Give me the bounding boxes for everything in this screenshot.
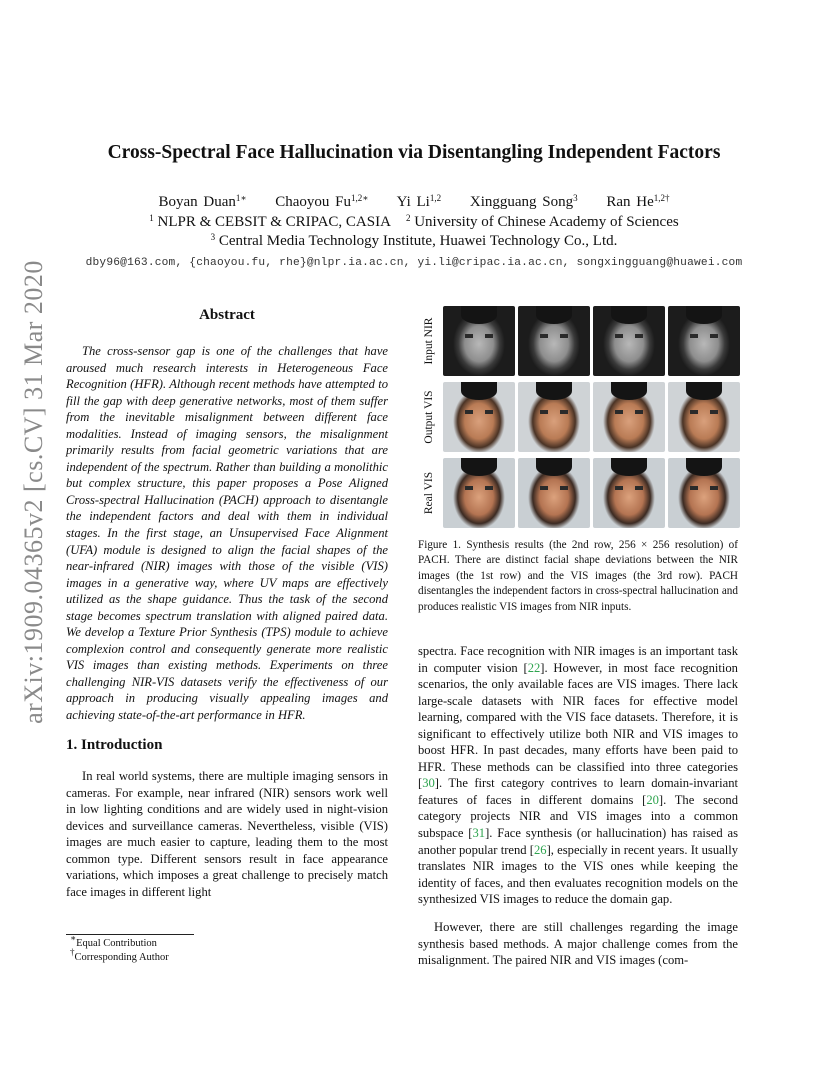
author-sup: 1,2: [429, 193, 442, 203]
abstract-heading: Abstract: [199, 307, 255, 323]
introduction-paragraph-challenges: However, there are still challenges regarding the image synthesis based methods. A major challenge comes from the misalignment. The paired NIR and VIS images (com-: [418, 920, 738, 968]
face-image-output-vis-3: [593, 382, 665, 452]
author-sup: 1∗: [235, 193, 247, 203]
introduction-paragraph-continued: [418, 643, 738, 908]
affiliation-1: NLPR & CEBSIT & CRIPAC, CASIA: [157, 214, 391, 230]
face-image-real-vis-4: [668, 458, 740, 528]
footnote-text: Corresponding Author: [74, 952, 169, 963]
citation-link[interactable]: 30: [422, 776, 435, 791]
figure-1-caption: Figure 1. Synthesis results (the 2nd row, 256 × 256 resolution) of PACH. There are distinct facial shape deviations between the NIR images (the 1st row) and the VIS images (the 3rd row). PACH disentangles the independent factors in cross-spectral hallucination and produces realistic VIS images from NIR inputs.: [418, 539, 738, 613]
face-image-input-nir-3: [593, 306, 665, 376]
citation-link[interactable]: 20: [646, 792, 659, 807]
footnote-divider: [66, 934, 194, 935]
author-name: Boyan Duan: [158, 194, 236, 210]
face-image-real-vis-2: [518, 458, 590, 528]
author-emails: dby96@163.com, {chaoyou.fu, rhe}@nlpr.ia.ac.cn, yi.li@cripac.ia.ac.cn, songxingguang@huawei.com: [85, 257, 743, 269]
author-sup: 3: [573, 193, 578, 203]
paragraph-text: spectra. Face recognition with NIR images is an important task in computer vision [: [418, 644, 738, 675]
affiliations-line-2: [0, 233, 828, 250]
author-name: Chaoyou Fu: [275, 194, 352, 210]
face-image-input-nir-2: [518, 306, 590, 376]
citation-link[interactable]: 22: [527, 660, 541, 675]
row-label-text: Input NIR: [423, 317, 435, 365]
footnote-text: Equal Contribution: [76, 938, 157, 949]
paper-title: Cross-Spectral Face Hallucination via Disentangling Independent Factors: [107, 142, 721, 163]
affiliations-line-1: [0, 214, 828, 231]
row-label-real-vis: [418, 458, 440, 528]
affiliation-sup: 1: [149, 213, 154, 223]
paragraph-text: ]. Face synthesis (or hallucination) has raised as another popular trend [: [418, 826, 738, 857]
affiliation-2: University of Chinese Academy of Sciences: [414, 214, 679, 230]
affiliation-sup: 3: [210, 232, 216, 242]
author-name: Xingguang Song: [469, 194, 574, 210]
citation-link[interactable]: 31: [472, 826, 486, 841]
affiliation-sup: 2: [405, 213, 411, 223]
face-image-output-vis-4: [668, 382, 740, 452]
citation-link[interactable]: 26: [534, 842, 547, 857]
paragraph-text: ]. The second category projects NIR and VIS images into a common subspace [: [418, 792, 739, 841]
author-name: Ran He: [606, 194, 654, 210]
footnote-mark: †: [70, 947, 75, 957]
paragraph-text: ]. However, in most face recognition scenarios, the only available faces are VIS images. There lack large-scale datasets with NIR faces for effective model learning, compared with the VIS face datasets. Therefore, it is significant to effectively utilize both NIR and VIS images to boost HFR. In past decades, many efforts have been paid to HFR. These methods can be classified into three categories [: [418, 660, 738, 791]
face-image-input-nir-4: [668, 306, 740, 376]
face-image-output-vis-2: [518, 382, 590, 452]
author-name: Yi Li: [396, 194, 430, 210]
face-image-output-vis-1: [443, 382, 515, 452]
arxiv-stamp: [19, 260, 48, 724]
arxiv-stamp-text: arXiv:1909.04365v2 [cs.CV] 31 Mar 2020: [19, 260, 48, 724]
author-list: [0, 194, 828, 211]
row-label-input-nir: [418, 306, 440, 376]
figure-1-face-grid: [418, 306, 738, 528]
row-label-output-vis: [418, 382, 440, 452]
introduction-paragraph: In real world systems, there are multiple imaging sensors in cameras. For example, near infrared (NIR) sensors work well in low lighting conditions and are widely used in night-vision devices and surveillance cameras. Nevertheless, visible (VIS) images are much easier to capture, leading them to the most common type. Different sensors result in face appearance variations, which imposes a great challenge to precisely match face images in different light: [66, 769, 388, 899]
footnote-equal-contribution: [70, 933, 157, 949]
section-heading-introduction: 1. Introduction: [66, 737, 163, 753]
affiliation-3: Central Media Technology Institute, Huawei Technology Co., Ltd.: [218, 233, 618, 249]
author-sup: 1,2†: [653, 193, 670, 203]
footnote-mark: ∗: [70, 933, 77, 943]
face-image-real-vis-3: [593, 458, 665, 528]
paragraph-text: ], especially in recent years. It usually translates NIR images to the VIS ones while keeping the identity of faces, and then evaluates recognition models on the synthesized VIS images to reduce the domain gap.: [418, 842, 739, 907]
row-label-text: Output VIS: [423, 390, 435, 444]
footnote-corresponding-author: [70, 947, 169, 963]
author-sup: 1,2∗: [351, 193, 369, 203]
face-image-real-vis-1: [443, 458, 515, 528]
abstract-body: The cross-sensor gap is one of the challenges that have aroused much research interests in Heterogeneous Face Recognition (HFR). Although recent methods have attempted to fill the gap with deep generative networks, most of them suffer from the inevitable misalignment between different face modalities. Instead of imaging sensors, the misalignment primarily results from facial geometric variations that are independent of the spectrum. Rather than building a monolithic but complex structure, this paper proposes a Pose Aligned Cross-spectral Hallucination (PACH) approach to disentangle the independent factors and deal with them in individual stages. In the first stage, an Unsupervised Face Alignment (UFA) module is designed to align the facial shapes of the near-infrared (NIR) images with those of the visible (VIS) images in a generative way, where UV maps are effectively utilized as the shape guidance. Thus the task of the second stage becomes spectrum translation with aligned paired data. We develop a Texture Prior Synthesis (TPS) module to achieve complexion control and consequently generate more realistic VIS images than existing methods. Experiments on three challenging NIR-VIS datasets verify the effectiveness of our approach in producing visually appealing images and achieving state-of-the-art performance in HFR.: [66, 344, 388, 723]
face-image-input-nir-1: [443, 306, 515, 376]
row-label-text: Real VIS: [423, 471, 435, 515]
paragraph-text: ]. The first category contrives to learn domain-invariant features of faces in different domains [: [418, 776, 738, 807]
